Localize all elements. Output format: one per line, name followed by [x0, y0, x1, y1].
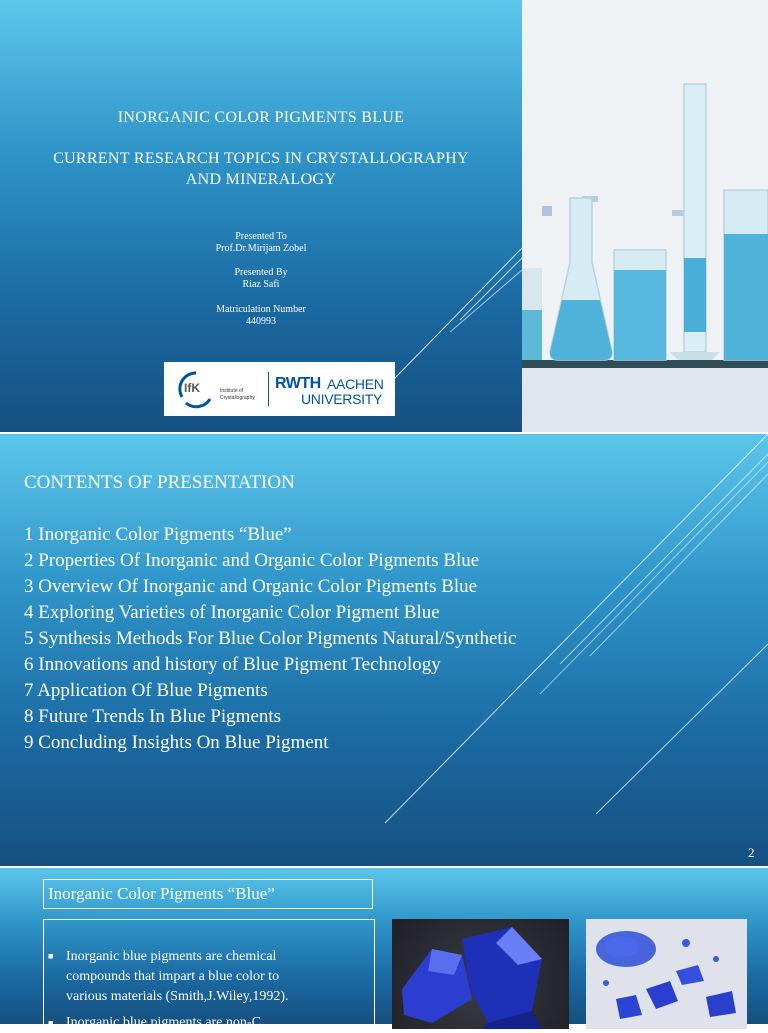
- bullet-icon: ■: [48, 951, 54, 961]
- contents-slide: [0, 434, 768, 866]
- lab-glassware-photo: [522, 0, 768, 432]
- rwth-university-text: UNIVERSITY: [301, 391, 383, 407]
- logo-divider: [268, 372, 269, 406]
- ifk-logo-text: IfK: [184, 381, 200, 395]
- presented-to-name: Prof.Dr.Mirijam Zobel: [215, 243, 307, 254]
- contents-heading: CONTENTS OF PRESENTATION: [24, 472, 295, 493]
- ifk-logo-sub1: Institute of: [220, 388, 244, 394]
- lab-glassware-illustration: [522, 0, 768, 432]
- presentation-subtitle-line1: CURRENT RESEARCH TOPICS IN CRYSTALLOGRAPHY: [53, 150, 469, 167]
- page-number: 2: [748, 845, 755, 860]
- bullet-text-line: Inorganic blue pigments are chemical: [66, 949, 277, 964]
- presentation-subtitle-line2: AND MINERALOGY: [185, 171, 337, 188]
- contents-item: 2 Properties Of Inorganic and Organic Color Pigments Blue: [24, 550, 480, 571]
- contents-item: 7 Application Of Blue Pigments: [24, 680, 268, 701]
- title-slide: [0, 0, 768, 432]
- presented-by-name: Riaz Safi: [242, 279, 280, 290]
- blue-pigment-powder-photo: [586, 919, 747, 1029]
- slide-title: Inorganic Color Pigments “Blue”: [48, 884, 275, 903]
- blue-rock-illustration: [392, 919, 569, 1029]
- contents-item: 9 Concluding Insights On Blue Pigment: [24, 732, 329, 753]
- bullet-text-line: compounds that impart a blue color to: [66, 969, 280, 984]
- matriculation-number: 440993: [246, 316, 276, 327]
- institution-logos: [164, 362, 395, 416]
- presentation-title: INORGANIC COLOR PIGMENTS BLUE: [117, 109, 405, 126]
- bullet-icon: ■: [48, 1018, 54, 1028]
- rwth-aachen-text: AACHEN: [327, 376, 384, 392]
- rwth-logo-text: RWTH: [275, 375, 321, 392]
- matriculation-label: Matriculation Number: [216, 304, 306, 315]
- contents-item: 4 Exploring Varieties of Inorganic Color Pigment Blue: [24, 602, 440, 623]
- ifk-logo-sub2: Crystallography: [220, 395, 255, 401]
- presented-to-label: Presented To: [235, 231, 287, 242]
- decorative-lines: [0, 434, 768, 866]
- contents-item: 3 Overview Of Inorganic and Organic Color Pigments Blue: [24, 576, 478, 597]
- contents-item: 6 Innovations and history of Blue Pigment Technology: [24, 654, 441, 675]
- presented-by-label: Presented By: [234, 267, 288, 278]
- blue-powder-illustration: [586, 919, 747, 1029]
- bullet-text-line: Inorganic blue pigments are non-C: [66, 1015, 261, 1030]
- contents-item: 8 Future Trends In Blue Pigments: [24, 706, 282, 727]
- contents-item: 1 Inorganic Color Pigments “Blue”: [24, 524, 292, 545]
- blue-mineral-rock-photo: [392, 919, 569, 1029]
- contents-item: 5 Synthesis Methods For Blue Color Pigments Natural/Synthetic: [24, 628, 517, 649]
- bullet-text-line: various materials (Smith,J.Wiley,1992).: [66, 989, 289, 1004]
